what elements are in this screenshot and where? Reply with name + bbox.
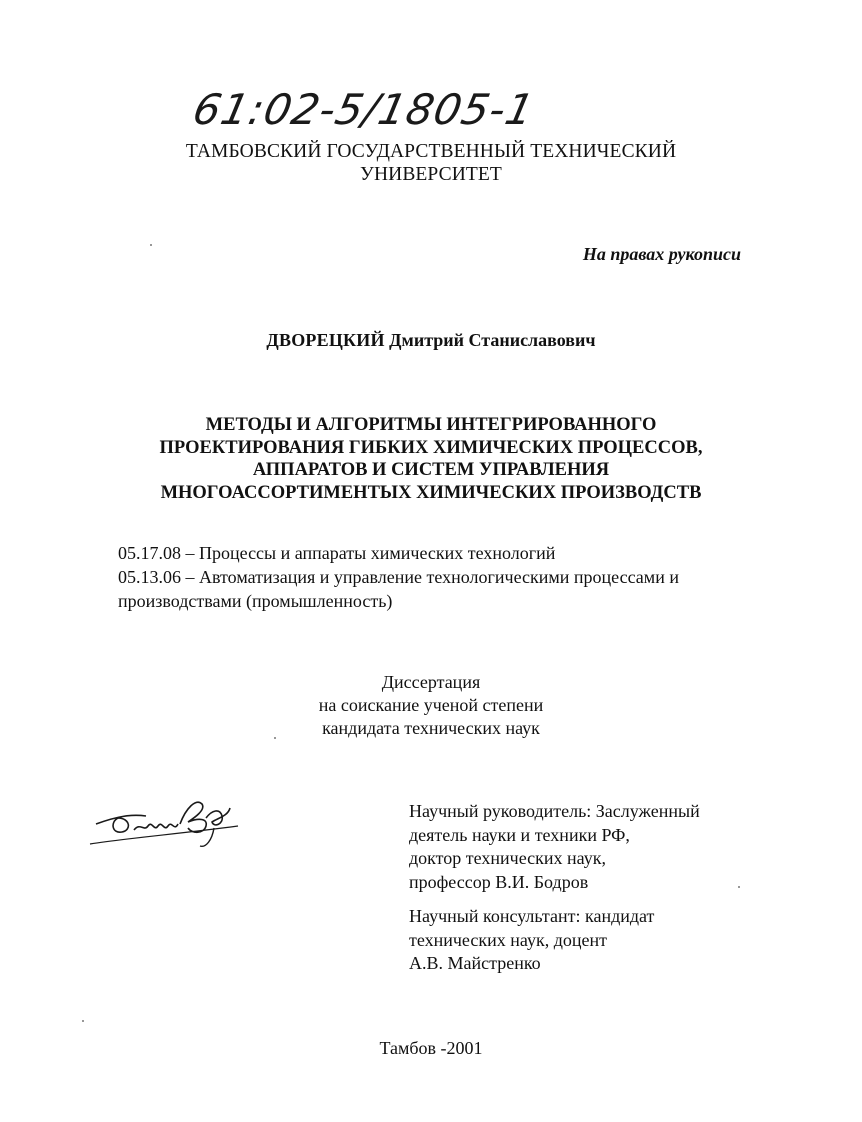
title-line: МЕТОДЫ И АЛГОРИТМЫ ИНТЕГРИРОВАННОГО bbox=[205, 415, 657, 435]
specialties-list bbox=[118, 541, 738, 613]
scientific-supervisor bbox=[409, 800, 749, 894]
supervisor-line: деятель науки и техники РФ, bbox=[409, 824, 630, 845]
scan-speck bbox=[82, 1020, 84, 1022]
scan-speck bbox=[150, 244, 152, 246]
scientific-consultant bbox=[409, 905, 749, 976]
handwritten-archive-code bbox=[188, 72, 539, 142]
consultant-line: А.В. Майстренко bbox=[409, 953, 541, 973]
specialty-item: 05.17.08 – Процессы и аппараты химических технологий bbox=[118, 543, 556, 563]
title-line: МНОГОАССОРТИМЕНТЫХ ХИМИЧЕСКИХ ПРОИЗВОДСТВ bbox=[160, 482, 702, 503]
consultant-line: Научный консультант: кандидат bbox=[409, 906, 655, 926]
university-line-1: ТАМБОВСКИЙ ГОСУДАРСТВЕННЫЙ ТЕХНИЧЕСКИЙ bbox=[185, 141, 677, 162]
supervisor-line: профессор В.И. Бодров bbox=[409, 871, 589, 892]
manuscript-note: На правах рукописи bbox=[582, 244, 741, 264]
specialty-item: 05.13.06 – Автоматизация и управление технологическими процессами и производствами (промышленность) bbox=[118, 567, 679, 611]
archive-code-text: 61:02-5/1805-1 bbox=[188, 86, 539, 135]
university-heading bbox=[0, 140, 862, 186]
dissertation-title bbox=[120, 414, 742, 504]
scan-speck bbox=[274, 737, 276, 739]
author-given-names: Дмитрий Станиславович bbox=[389, 330, 596, 350]
degree-line: Диссертация bbox=[381, 672, 481, 692]
scan-speck bbox=[738, 886, 740, 888]
university-line-2: УНИВЕРСИТЕТ bbox=[360, 164, 502, 185]
degree-line: кандидата технических наук bbox=[322, 718, 540, 738]
degree-line: на соискание ученой степени bbox=[318, 695, 544, 715]
author-name bbox=[0, 330, 862, 351]
consultant-line: технических наук, доцент bbox=[409, 929, 607, 950]
supervisor-line: Научный руководитель: Заслуженный bbox=[409, 801, 700, 821]
degree-statement bbox=[0, 671, 862, 740]
city-year: Тамбов -2001 bbox=[379, 1038, 483, 1058]
title-line: АППАРАТОВ И СИСТЕМ УПРАВЛЕНИЯ bbox=[252, 460, 610, 480]
title-line: ПРОЕКТИРОВАНИЯ ГИБКИХ ХИМИЧЕСКИХ ПРОЦЕССОВ, bbox=[159, 437, 703, 458]
handwritten-signature bbox=[88, 788, 250, 860]
author-surname: ДВОРЕЦКИЙ bbox=[266, 330, 385, 350]
supervisor-line: доктор технических наук, bbox=[409, 848, 606, 868]
